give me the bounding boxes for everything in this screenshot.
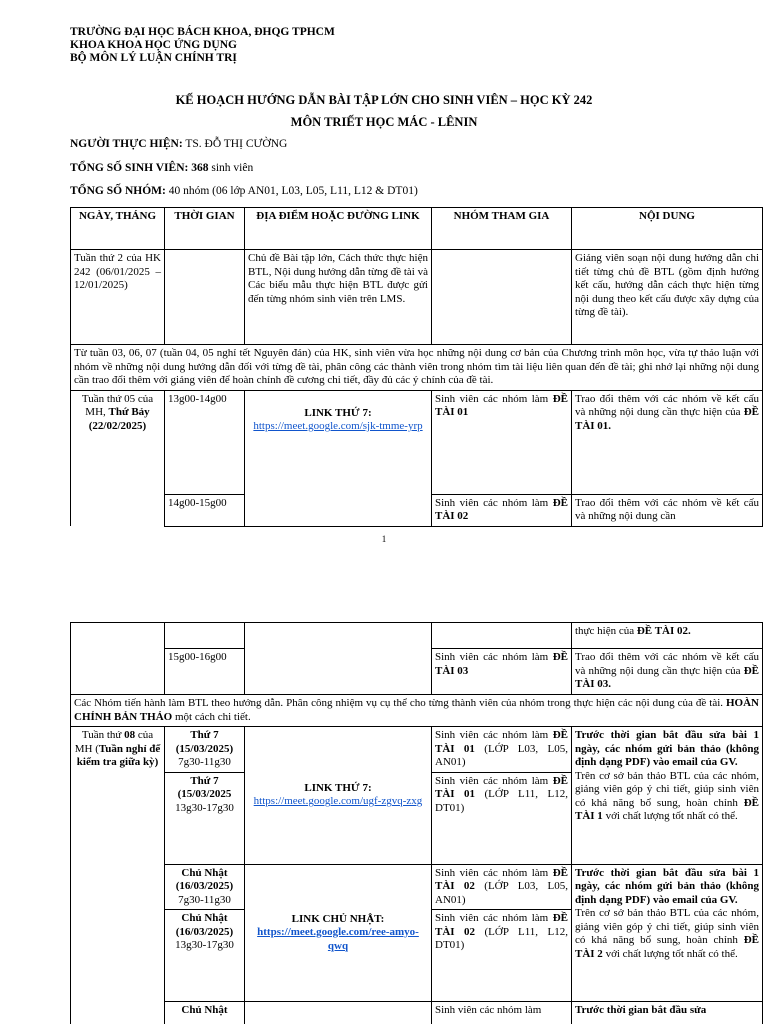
note2-prefix: Các Nhóm tiến hành làm BTL theo hướng dẫn. Phân công nhiệm vụ cụ thể cho từng thành viên của nhóm trong thực hiện các nội dung của đề tài.	[74, 697, 726, 709]
session-4-group	[432, 910, 572, 1002]
group-topic: ĐỀ TÀI 02	[435, 496, 568, 522]
week5-link-cell	[245, 390, 432, 526]
week8-date-suffix: )	[154, 756, 159, 768]
week5-meet-link[interactable]: https://meet.google.com/sjk-tmme-yrp	[253, 420, 423, 432]
p2-slot3-group	[432, 649, 572, 695]
page-number: 1	[381, 534, 387, 544]
students-label: TỔNG SỐ SINH VIÊN:	[70, 162, 189, 174]
session-time: 13g30-17g30	[175, 801, 234, 814]
week5-slot2-group	[432, 494, 572, 526]
department-name: BỘ MÔN LÝ LUẬN CHÍNH TRỊ	[70, 52, 237, 64]
week5-date-bold: Thứ Bảy (22/02/2025)	[88, 406, 150, 432]
week8-date-mid: của MH (	[74, 729, 154, 755]
session-date: (15/03/2025)	[175, 742, 234, 755]
note2-suffix: một cách chi tiết.	[172, 710, 251, 723]
group-prefix: Sinh viên các nhóm làm	[435, 729, 553, 741]
p2-slot3-time: 15g00-16g00	[165, 649, 245, 695]
note-row-1: Từ tuần 03, 06, 07 (tuần 04, 05 nghỉ tết Nguyên đán) của HK, sinh viên vừa học những nội dung cơ bản của Chương trình môn học, vừa tự thảo luận với nhóm về những nội dung hướng dẫn đối với từng đề tài, phân công các thành viên trong nhóm tìm tài liệu liên quan đến đề tài; ghi nhớ lại những nội dung cần trao đổi thêm với giảng viên để hoàn chỉnh đề cương chi tiết, đầy đủ các ý chính của đề tài.	[71, 345, 763, 391]
week5-date-prefix: Tuần thứ 05 của MH,	[81, 392, 154, 418]
content-suffix: với chất lượng tốt nhất có thể.	[602, 810, 738, 822]
groups-value: 40 nhóm (06 lớp AN01, L03, L05, L11, L12 & DT01)	[165, 185, 418, 197]
group-classes: (LỚP L03, L05, AN01)	[435, 880, 569, 906]
schedule-table-page1	[70, 207, 763, 527]
p2-date-cont	[71, 623, 165, 695]
header-group: NHÓM THAM GIA	[432, 208, 572, 250]
schedule-table-page2	[70, 622, 763, 1024]
group-classes: (LỚP L03, L05, AN01)	[435, 742, 569, 768]
week8-date-prefix: Tuần thứ	[81, 729, 125, 741]
week5-slot2-content	[572, 494, 763, 526]
row1-group	[432, 250, 572, 345]
institution-header	[70, 26, 335, 65]
session-day: Thứ 7	[190, 774, 219, 787]
table-row	[71, 1002, 763, 1024]
content-topic: ĐỀ TÀI 03.	[575, 664, 759, 690]
p2-place-cont	[245, 623, 432, 695]
week5-date	[71, 390, 165, 526]
content-block-2	[572, 864, 763, 1002]
document-page-2	[0, 620, 768, 1024]
session-2-group	[432, 772, 572, 864]
content-bold: Trước thời gian bắt đầu sửa bài 1 ngày, các nhóm gửi bản thảo (không định dạng PDF) vào email của GV.	[575, 866, 759, 906]
note-row-2	[71, 695, 763, 727]
session-3-time	[165, 864, 245, 910]
session-1-group	[432, 727, 572, 773]
session-4-time	[165, 910, 245, 1002]
table-row	[71, 727, 763, 773]
week8-sun-link-cell	[245, 864, 432, 1002]
week8-date-num: 08	[124, 729, 136, 741]
p2-slot3-content	[572, 649, 763, 695]
week5-slot1-time: 13g00-14g00	[165, 390, 245, 494]
content-bold: Trước thời gian bắt đầu sửa bài 1 ngày, các nhóm gửi bản thảo (không định dạng PDF) vào email của GV.	[575, 729, 759, 768]
table-row	[71, 864, 763, 910]
session-time: 7g30-11g30	[178, 756, 231, 768]
content-prefix: Trao đổi thêm với các nhóm về kết cấu và những nội dung cần thực hiện của	[575, 651, 759, 677]
session-5-time	[165, 1002, 245, 1024]
content-topic: ĐỀ TÀI 02.	[636, 625, 691, 637]
week5-link-label: LINK THỨ 7:	[304, 406, 372, 419]
p2-time-cont	[165, 623, 245, 649]
content-topic: ĐỀ TÀI 2	[575, 934, 759, 960]
week8-sat-link-cell	[245, 727, 432, 865]
table-row	[71, 695, 763, 727]
week5-slot1-content	[572, 390, 763, 494]
subject-title: MÔN TRIẾT HỌC MÁC - LÊNIN	[290, 115, 478, 129]
table-header-row	[71, 208, 763, 250]
content-topic: ĐỀ TÀI 1	[575, 796, 759, 822]
table-row	[71, 250, 763, 345]
row1-date: Tuần thứ 2 của HK 242 (06/01/2025 – 12/01/2025)	[71, 250, 165, 345]
header-content: NỘI DUNG	[572, 208, 763, 250]
group-classes: (LỚP L11, L12, DT01)	[435, 788, 568, 814]
row1-content: Giảng viên soạn nội dung hướng dẫn chi tiết từng chủ đề BTL (gồm định hướng kết cấu, hướng dẫn cách thực hiện từng nội dung theo kết cấu được xây dựng của từng đề tài).	[572, 250, 763, 345]
header-time: THỜI GIAN	[165, 208, 245, 250]
group-topic: ĐỀ TÀI 03	[435, 651, 568, 677]
content-prefix: Trao đổi thêm với các nhóm về kết cấu và những nội dung cần thực hiện của	[575, 392, 759, 418]
sun-link-label: LINK CHỦ NHẬT:	[291, 912, 385, 925]
students-unit: sinh viên	[208, 162, 254, 174]
content-topic: ĐỀ TÀI 01.	[575, 406, 759, 432]
session-day: Thứ 7	[190, 729, 219, 741]
content-block-3	[572, 1002, 763, 1024]
content-bold: Trước thời gian bắt đầu sửa	[575, 1004, 707, 1016]
note2-bold: HOÀN CHỈNH BẢN THẢO	[74, 697, 759, 723]
sun-meet-link[interactable]: https://meet.google.com/ree-amyo-qwq	[257, 926, 419, 952]
university-name: TRƯỜNG ĐẠI HỌC BÁCH KHOA, ĐHQG TPHCM	[70, 26, 335, 38]
groups-line	[70, 185, 418, 197]
group-topic: ĐỀ TÀI 01	[435, 392, 568, 418]
students-line	[70, 162, 253, 174]
session-1-time	[165, 727, 245, 773]
group-prefix: Sinh viên các nhóm làm	[435, 392, 553, 405]
lecturer-value: TS. ĐỖ THỊ CƯỜNG	[182, 138, 288, 150]
session-day: Chủ Nhật	[181, 866, 228, 879]
table-row	[71, 623, 763, 649]
session-2-time	[165, 772, 245, 864]
table-row	[71, 390, 763, 494]
content-suffix: với chất lượng tốt nhất có thể.	[602, 947, 738, 960]
lecturer-line	[70, 138, 287, 150]
lecturer-label: NGƯỜI THỰC HIỆN:	[70, 138, 183, 150]
group-topic: ĐỀ TÀI 02	[435, 912, 568, 938]
session-time: 13g30-17g30	[175, 939, 234, 951]
week5-slot1-group	[432, 390, 572, 494]
group-prefix: Sinh viên các nhóm làm	[435, 496, 553, 509]
groups-label: TỔNG SỐ NHÓM:	[70, 185, 166, 197]
content-prefix: Trao đổi thêm với các nhóm về kết cấu và những nội dung cần	[575, 496, 759, 522]
week5-slot2-time: 14g00-15g00	[165, 494, 245, 526]
group-prefix: Sinh viên các nhóm làm	[435, 774, 553, 787]
week8-date-bold: Tuần nghỉ để kiểm tra giữa kỳ	[76, 742, 161, 768]
header-place: ĐỊA ĐIỂM HOẶC ĐƯỜNG LINK	[245, 208, 432, 250]
content-prefix: thực hiện của	[575, 625, 637, 637]
document-title: KẾ HOẠCH HƯỚNG DẪN BÀI TẬP LỚN CHO SINH VIÊN – HỌC KỲ 242	[175, 93, 593, 107]
row1-time	[165, 250, 245, 345]
group-classes: (LỚP L11, L12, DT01)	[435, 925, 568, 951]
group-prefix: Sinh viên các nhóm làm	[435, 651, 553, 663]
group-topic: ĐỀ TÀI 02	[435, 866, 568, 892]
group-prefix: Sinh viên các nhóm làm	[435, 866, 553, 879]
week8-date	[71, 727, 165, 1024]
group-prefix: Sinh viên các nhóm làm	[435, 1004, 542, 1016]
p2-group-cont	[432, 623, 572, 649]
table-row	[71, 345, 763, 391]
session-date: (15/03/2025	[177, 788, 232, 800]
session-5-place	[245, 1002, 432, 1024]
content-text: Trên cơ sở bản thảo BTL của các nhóm, giảng viên góp ý chi tiết, giúp sinh viên có khả năng bổ sung, hoàn chỉnh	[575, 907, 759, 946]
students-count: 368	[188, 162, 209, 174]
row1-place: Chủ đề Bài tập lớn, Cách thức thực hiện BTL, Nội dung hướng dẫn từng đề tài và Các biểu mẫu thực hiện BTL được gửi đến từng nhóm sinh viên trên LMS.	[245, 250, 432, 345]
session-day: Chủ Nhật	[181, 912, 228, 924]
content-block-1	[572, 727, 763, 865]
header-date: NGÀY, THÁNG	[71, 208, 165, 250]
content-text: Trên cơ sở bản thảo BTL của các nhóm, giảng viên góp ý chi tiết, giúp sinh viên có khả năng bổ sung, hoàn chỉnh	[575, 769, 759, 809]
group-topic: ĐỀ TÀI 01	[435, 774, 568, 800]
faculty-name: KHOA KHOA HỌC ỨNG DỤNG	[70, 39, 237, 51]
group-topic: ĐỀ TÀI 01	[435, 729, 568, 755]
session-date: (16/03/2025)	[175, 880, 234, 892]
p2-content-cont	[572, 623, 763, 649]
session-date: (16/03/2025)	[175, 925, 234, 938]
session-3-group	[432, 864, 572, 910]
session-time: 7g30-11g30	[178, 893, 231, 906]
session-5-group	[432, 1002, 572, 1024]
sat-meet-link[interactable]: https://meet.google.com/ugf-zgvq-zxg	[253, 795, 423, 808]
group-prefix: Sinh viên các nhóm làm	[435, 912, 553, 924]
sat-link-label: LINK THỨ 7:	[304, 781, 372, 794]
session-day: Chủ Nhật	[181, 1004, 228, 1016]
